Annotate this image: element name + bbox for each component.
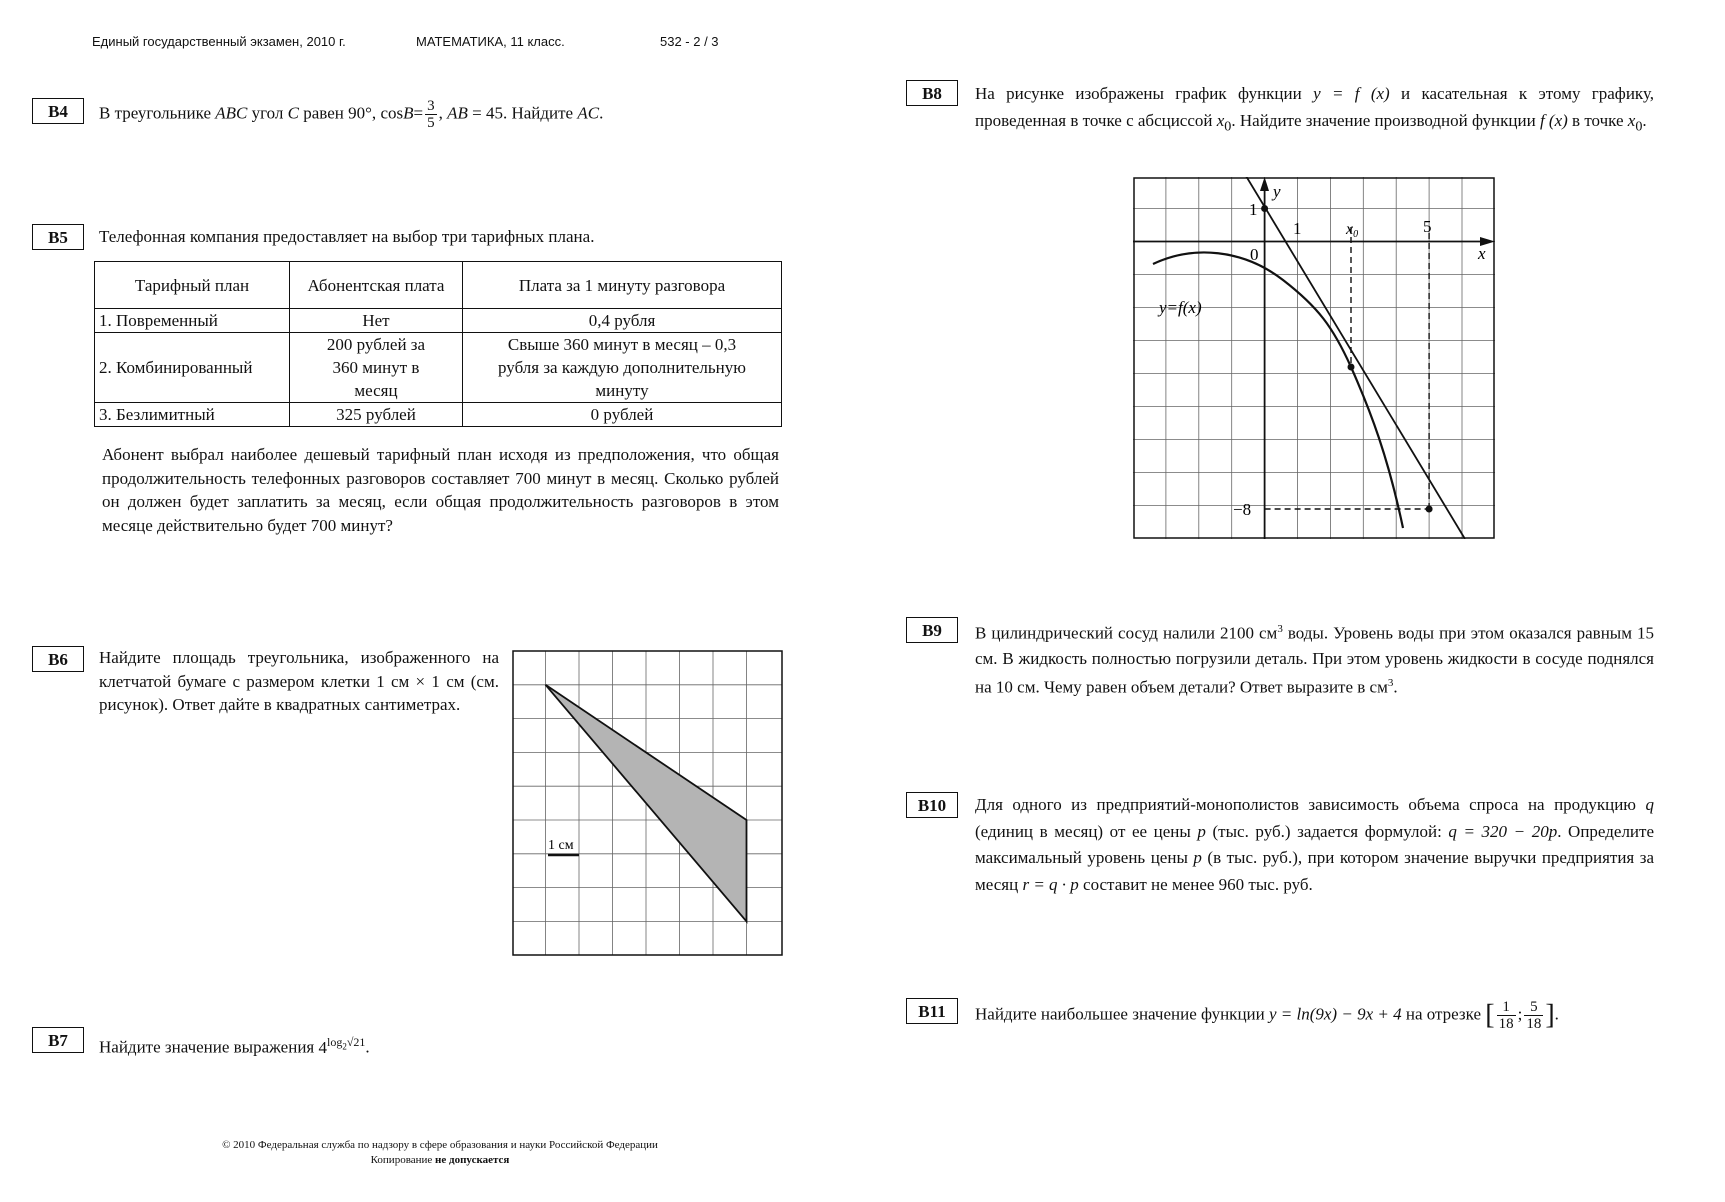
table-row	[95, 309, 782, 333]
y-axis-arrow	[1260, 177, 1269, 191]
p-ref: p	[1193, 848, 1202, 867]
x-tick-5: 5	[1423, 217, 1432, 236]
task-label-b8: B8	[906, 80, 958, 106]
x0-ref: x	[1627, 111, 1636, 130]
fraction: $\frac{1}{18}$	[1498, 999, 1514, 1032]
header-page: 532 - 2 / 3	[660, 34, 719, 49]
table-cell: 200 рублей за 360 минут в месяц	[290, 333, 463, 403]
task-b5-question: Абонент выбрал наиболее дешевый тарифный план исходя из предположения, что общая продолжительность телефонных разговоров составляет 700 минут в месяц. Сколько рублей он должен будет заплатить за месяц, если общая продолжительность разговоров в этом месяце действительно будет 700 минут?	[102, 445, 779, 535]
graph-border	[1134, 178, 1494, 538]
table-cell: Нет	[290, 309, 463, 333]
table-header-cell: Тарифный план	[95, 262, 290, 309]
y-tick-1: 1	[1249, 200, 1258, 219]
curve-label: y=f(x)	[1159, 298, 1202, 317]
table-cell: 2. Комбинированный	[95, 333, 290, 403]
table-cell: 0,4 рубля	[463, 309, 782, 333]
grid-triangle-figure	[512, 650, 784, 956]
y-axis-label: y	[1273, 182, 1281, 201]
header-exam: Единый государственный экзамен, 2010 г.	[92, 34, 346, 49]
footer-copyright: © 2010 Федеральная служба по надзору в сфере образования и науки Российской Федерации	[222, 1139, 658, 1151]
scale-label: 1 см	[548, 838, 574, 853]
table-cell: Свыше 360 минут в месяц – 0,3 рубля за каждую дополнительную минуту	[463, 333, 782, 403]
task-label-b7: B7	[32, 1027, 84, 1053]
table-cell: 1. Повременный	[95, 309, 290, 333]
y-tick-minus8: −8	[1233, 500, 1252, 519]
table-header-row	[95, 262, 782, 309]
tangent-point-5-minus8	[1426, 506, 1433, 513]
table-header-cell: Абонентская плата	[290, 262, 463, 309]
tariff-table	[94, 261, 782, 427]
task-label-b5: B5	[32, 224, 84, 250]
task-label-b9: B9	[906, 617, 958, 643]
x-tick-1: 1	[1293, 219, 1302, 238]
table-cell: 3. Безлимитный	[95, 403, 290, 427]
x-axis-label: x	[1478, 244, 1486, 263]
task-b5-intro: Телефонная компания предоставляет на выбор три тарифных плана.	[99, 227, 595, 246]
graph-grid	[1133, 177, 1495, 539]
table-row	[95, 403, 782, 427]
header-subject: МАТЕМАТИКА, 11 класс.	[416, 34, 565, 49]
table-cell: 325 рублей	[290, 403, 463, 427]
task-label-b11: B11	[906, 998, 958, 1024]
function-curve	[1153, 252, 1403, 528]
task-b9-text: В цилиндрический сосуд налили 2100 $см^3$ воды. Уровень воды при этом оказался равным 15 см. В жидкость полностью погрузили деталь. При этом уровень жидкости в сосуде поднялся на 10 см. Чему равен объем детали? Ответ выразите в $см^3$.	[975, 623, 1655, 697]
table-row	[95, 333, 782, 403]
task-label-b10: B10	[906, 792, 958, 818]
fraction: $\frac{5}{18}$	[1526, 999, 1542, 1032]
footer	[150, 1138, 730, 1168]
task-b11-text: Найдите наибольшее значение функции y = ln(9x) − 9x + 4 на отрезке [ $\frac{1}{18}$ ; $\frac{5}{18}$ ].	[975, 999, 1559, 1032]
table-header-cell: Плата за 1 минуту разговора	[463, 262, 782, 309]
tangent-y-intercept-point	[1261, 205, 1268, 212]
task-label-b4: B4	[32, 98, 84, 124]
task-label-b6: B6	[32, 646, 84, 672]
footer-copy-notice: Копирование не допускается	[370, 1154, 510, 1166]
task-b10-text: Для одного из предприятий-монополистов зависимость объема спроса на продукцию q (единиц в месяц) от ее цены p (тыс. руб.) задается формулой: q = 320 − 20p. Определите максимальный уровень цены p (в тыс. руб.), при котором значение выручки предприятия за месяц r = q · p составит не менее 960 тыс. руб.	[975, 795, 1655, 894]
task-b4-text: В треугольнике ABC угол C равен 90°, cosB= $\frac{3}{5}$ , AB = 45. Найдите AC.	[99, 98, 604, 131]
fraction: $\frac{3}{5}$	[427, 98, 435, 131]
tangency-point	[1348, 364, 1355, 371]
table-cell: 0 рублей	[463, 403, 782, 427]
power-expression: $4^{log_2√21}$	[318, 1035, 366, 1057]
interval: [	[1485, 999, 1495, 1031]
x0-label: x0	[1346, 221, 1359, 240]
function-graph	[1133, 177, 1497, 541]
task-b6-text: Найдите площадь треугольника, изображенного на клетчатой бумаге с размером клетки 1 см × 1 см (см. рисунок). Ответ дайте в квадратных сантиметрах.	[99, 648, 499, 714]
task-b8-text: На рисунке изображены график функции y = f (x) и касательная к этому графику, проведенная в точке с абсциссой $x_0$. Найдите значение производной функции f (x) в точке $x_0$.	[975, 84, 1654, 135]
origin-label: 0	[1250, 245, 1259, 264]
task-b7-text: Найдите значение выражения $4^{log_2√21}$.	[99, 1035, 370, 1057]
x0-ref-sub: 0	[1635, 118, 1643, 135]
